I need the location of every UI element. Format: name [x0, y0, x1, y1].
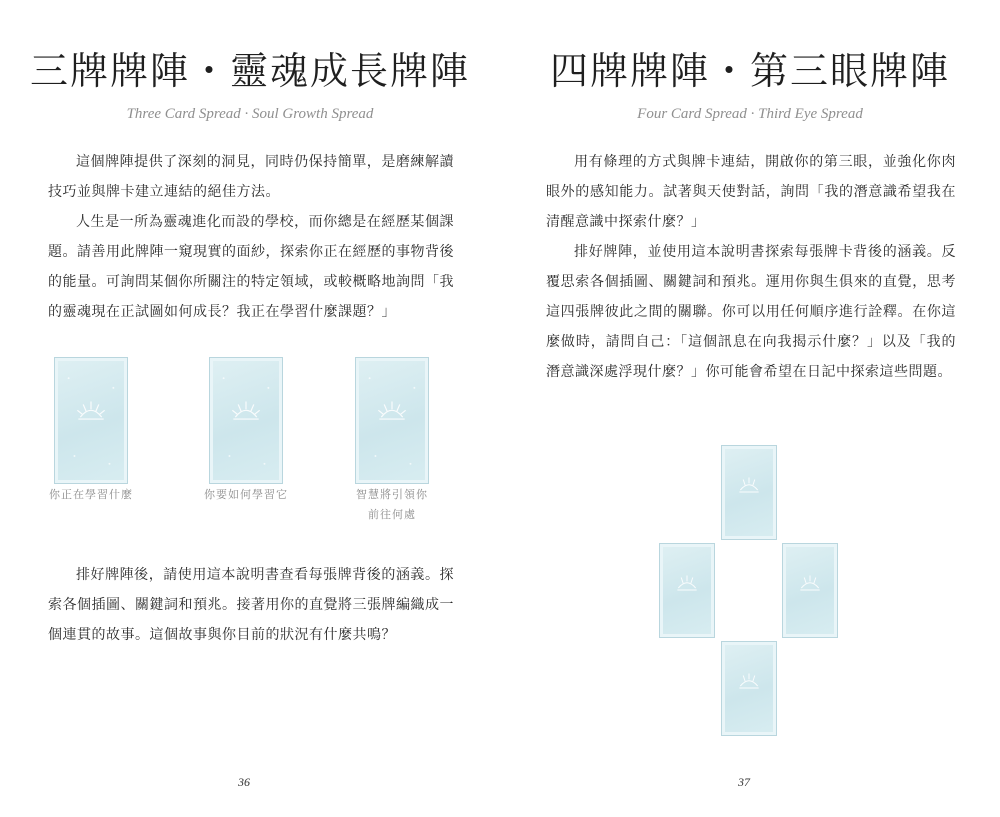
radiant-sun-icon — [783, 544, 837, 637]
page-title: 四牌牌陣・第三眼牌陣 — [549, 49, 950, 93]
tarot-card-top — [721, 445, 777, 540]
radiant-sun-icon — [356, 358, 428, 483]
radiant-sun-icon — [660, 544, 714, 637]
radiant-sun-icon — [722, 446, 776, 539]
page-number: 36 — [238, 775, 250, 789]
radiant-sun-icon — [210, 358, 282, 483]
tarot-card-3 — [355, 357, 429, 484]
tarot-card-1 — [54, 357, 128, 484]
radiant-sun-icon — [722, 642, 776, 735]
page-title: 三牌牌陣・靈魂成長牌陣 — [29, 49, 470, 93]
radiant-sun-icon — [55, 358, 127, 483]
paragraph: 人生是一所為靈魂進化而設的學校，而你總是在經歷某個課題。請善用此牌陣一窺現實的面紗，探索你正在經歷的事物背後的能量。可詢問某個你所關注的特定領域，或較概略地詢問「我的靈魂現在正試圖如何成長？我正在學習什麼課題？」 — [48, 214, 454, 320]
tarot-card-bottom — [721, 641, 777, 736]
page-subtitle: Four Card Spread · Third Eye Spread — [637, 106, 863, 122]
right-page — [500, 0, 1000, 817]
card-caption: 智慧將引領你 — [356, 488, 428, 501]
tarot-card-left — [659, 543, 715, 638]
page-subtitle: Three Card Spread · Soul Growth Spread — [126, 106, 374, 122]
paragraph: 排好牌陣後，請使用這本說明書查看每張牌背後的涵義。探索各個插圖、關鍵詞和預兆。接著用你的直覺將三張牌編織成一個連貫的故事。這個故事與你目前的狀況有什麼共鳴？ — [48, 567, 454, 643]
paragraph: 用有條理的方式與牌卡連結，開啟你的第三眼，並強化你肉眼外的感知能力。試著與天使對話，詢問「我的潛意識希望我在清醒意識中探索什麼？」 — [546, 154, 956, 230]
paragraph: 排好牌陣，並使用這本說明書探索每張牌卡背後的涵義。反覆思索各個插圖、關鍵詞和預兆。運用你與生俱來的直覺，思考這四張牌彼此之間的關聯。你可以用任何順序進行詮釋。在你這麼做時，請問自己：「這個訊息在向我揭示什麼？」以及「我的潛意識深處浮現什麼？」你可能會希望在日記中探索這些問題。 — [546, 244, 956, 380]
paragraph: 這個牌陣提供了深刻的洞見，同時仍保持簡單，是磨練解讀技巧並與牌卡建立連結的絕佳方法。 — [48, 154, 454, 200]
tarot-card-right — [782, 543, 838, 638]
tarot-card-2 — [209, 357, 283, 484]
page-number: 37 — [738, 775, 750, 789]
card-caption: 你正在學習什麼 — [49, 488, 133, 501]
card-caption: 你要如何學習它 — [204, 488, 288, 501]
card-caption: 前往何處 — [368, 508, 416, 521]
